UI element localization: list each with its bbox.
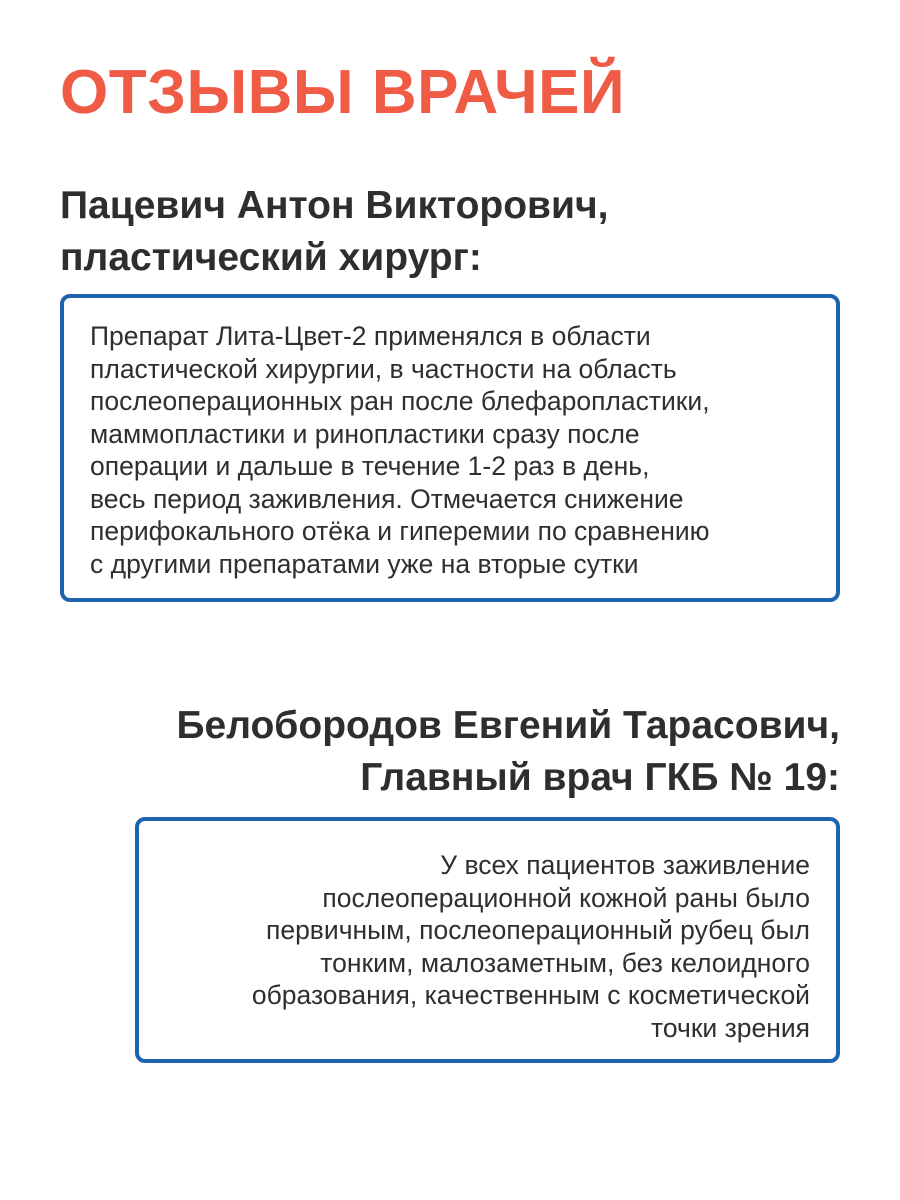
- page-title: ОТЗЫВЫ ВРАЧЕЙ: [60, 58, 626, 127]
- review-text: [90, 320, 810, 580]
- doctor-name-heading: [177, 700, 841, 804]
- review-text-line: образования, качественным с косметической: [251, 980, 810, 1010]
- doctor-position: Главный врач ГКБ № 19:: [360, 756, 840, 799]
- review-text-line: У всех пациентов заживление: [440, 850, 810, 880]
- review-text-line: пластической хирургии, в частности на область: [90, 353, 677, 384]
- review-text-line: маммопластики и ринопластики сразу после: [90, 418, 640, 449]
- doctor-position: пластический хирург:: [60, 236, 482, 279]
- doctor-name: Белобородов Евгений Тарасович,: [176, 704, 840, 747]
- review-text-line: точки зрения: [651, 1012, 810, 1043]
- doctor-name-heading: [60, 180, 608, 284]
- doctor-name: Пацевич Антон Викторович,: [60, 184, 609, 227]
- review-text-line: послеоперационной кожной раны было: [322, 882, 810, 913]
- review-text-line: послеоперационных ран после блефаропластики,: [90, 386, 710, 416]
- review-text-line: первичным, послеоперационный рубец был: [265, 915, 810, 945]
- review-text-line: Препарат Лита-Цвет-2 применялся в области: [90, 321, 651, 351]
- review-text-line: операции и дальше в течение 1-2 раз в день,: [90, 451, 650, 481]
- review-text-line: тонким, малозаметным, без келоидного: [320, 947, 810, 978]
- review-text-line: весь период заживления. Отмечается снижение: [90, 483, 684, 514]
- review-quote-box: [60, 294, 840, 602]
- review-text: [165, 849, 810, 1044]
- review-text-line: с другими препаратами уже на вторые сутки: [90, 548, 639, 579]
- review-text-line: перифокального отёка и гиперемии по сравнению: [90, 516, 710, 546]
- review-quote-box: [135, 817, 840, 1063]
